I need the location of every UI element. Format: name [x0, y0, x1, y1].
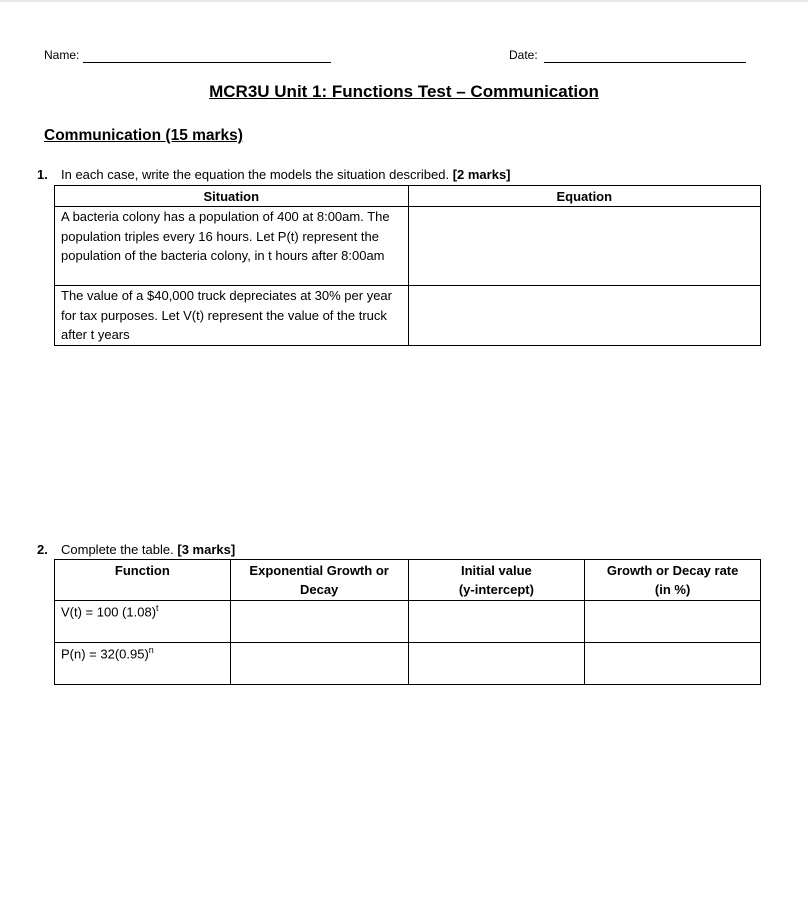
question-2-marks: [3 marks]: [177, 542, 236, 557]
question-1-text: In each case, write the equation the models the situation described.: [61, 167, 450, 182]
date-label: Date:: [509, 48, 538, 62]
situation-cell: A bacteria colony has a population of 400 at 8:00am. The population triples every 16 hours. Let P(t) represent the population of the bacteria colony, in t hours after 8:00am: [55, 207, 409, 286]
question-1: [37, 167, 511, 182]
name-label: Name:: [44, 48, 80, 62]
section-title: Communication (15 marks): [44, 127, 243, 144]
table-row: [55, 643, 761, 685]
header-situation: Situation: [55, 186, 409, 207]
header-growth-or-decay: Exponential Growth or Decay: [230, 560, 408, 601]
growth-or-decay-answer-cell[interactable]: [230, 601, 408, 643]
name-input-line[interactable]: [83, 62, 331, 63]
function-cell: V(t) = 100 $(1.08)^t$: [55, 601, 231, 643]
table-header-row: [55, 560, 761, 601]
question-2: [37, 542, 235, 557]
table-row: [55, 207, 761, 286]
rate-answer-cell[interactable]: [585, 601, 761, 643]
function-cell: $P(n) = 32(0.95)^n$: [55, 643, 231, 685]
question-1-marks: [2 marks]: [452, 167, 511, 182]
table-row: [55, 601, 761, 643]
header-initial-value: Initial value (y-intercept): [408, 560, 585, 601]
page-title: MCR3U Unit 1: Functions Test – Communication: [209, 82, 599, 101]
page-top-border: [0, 0, 808, 2]
header-equation: Equation: [408, 186, 760, 207]
situation-equation-table: [54, 185, 761, 346]
header-function: Function: [55, 560, 231, 601]
date-input-line[interactable]: [544, 62, 746, 63]
question-1-number: 1.: [37, 167, 48, 182]
rate-answer-cell[interactable]: [585, 643, 761, 685]
question-2-number: 2.: [37, 542, 48, 557]
header-rate: Growth or Decay rate (in %): [585, 560, 761, 601]
table-header-row: [55, 186, 761, 207]
table-row: [55, 286, 761, 346]
equation-answer-cell[interactable]: [408, 286, 760, 346]
question-2-text: Complete the table.: [61, 542, 174, 557]
function-properties-table: [54, 559, 761, 685]
equation-answer-cell[interactable]: [408, 207, 760, 286]
initial-value-answer-cell[interactable]: [408, 601, 585, 643]
situation-cell: The value of a $40,000 truck depreciates at 30% per year for tax purposes. Let V(t) represent the value of the truck after t years: [55, 286, 409, 346]
initial-value-answer-cell[interactable]: [408, 643, 585, 685]
growth-or-decay-answer-cell[interactable]: [230, 643, 408, 685]
